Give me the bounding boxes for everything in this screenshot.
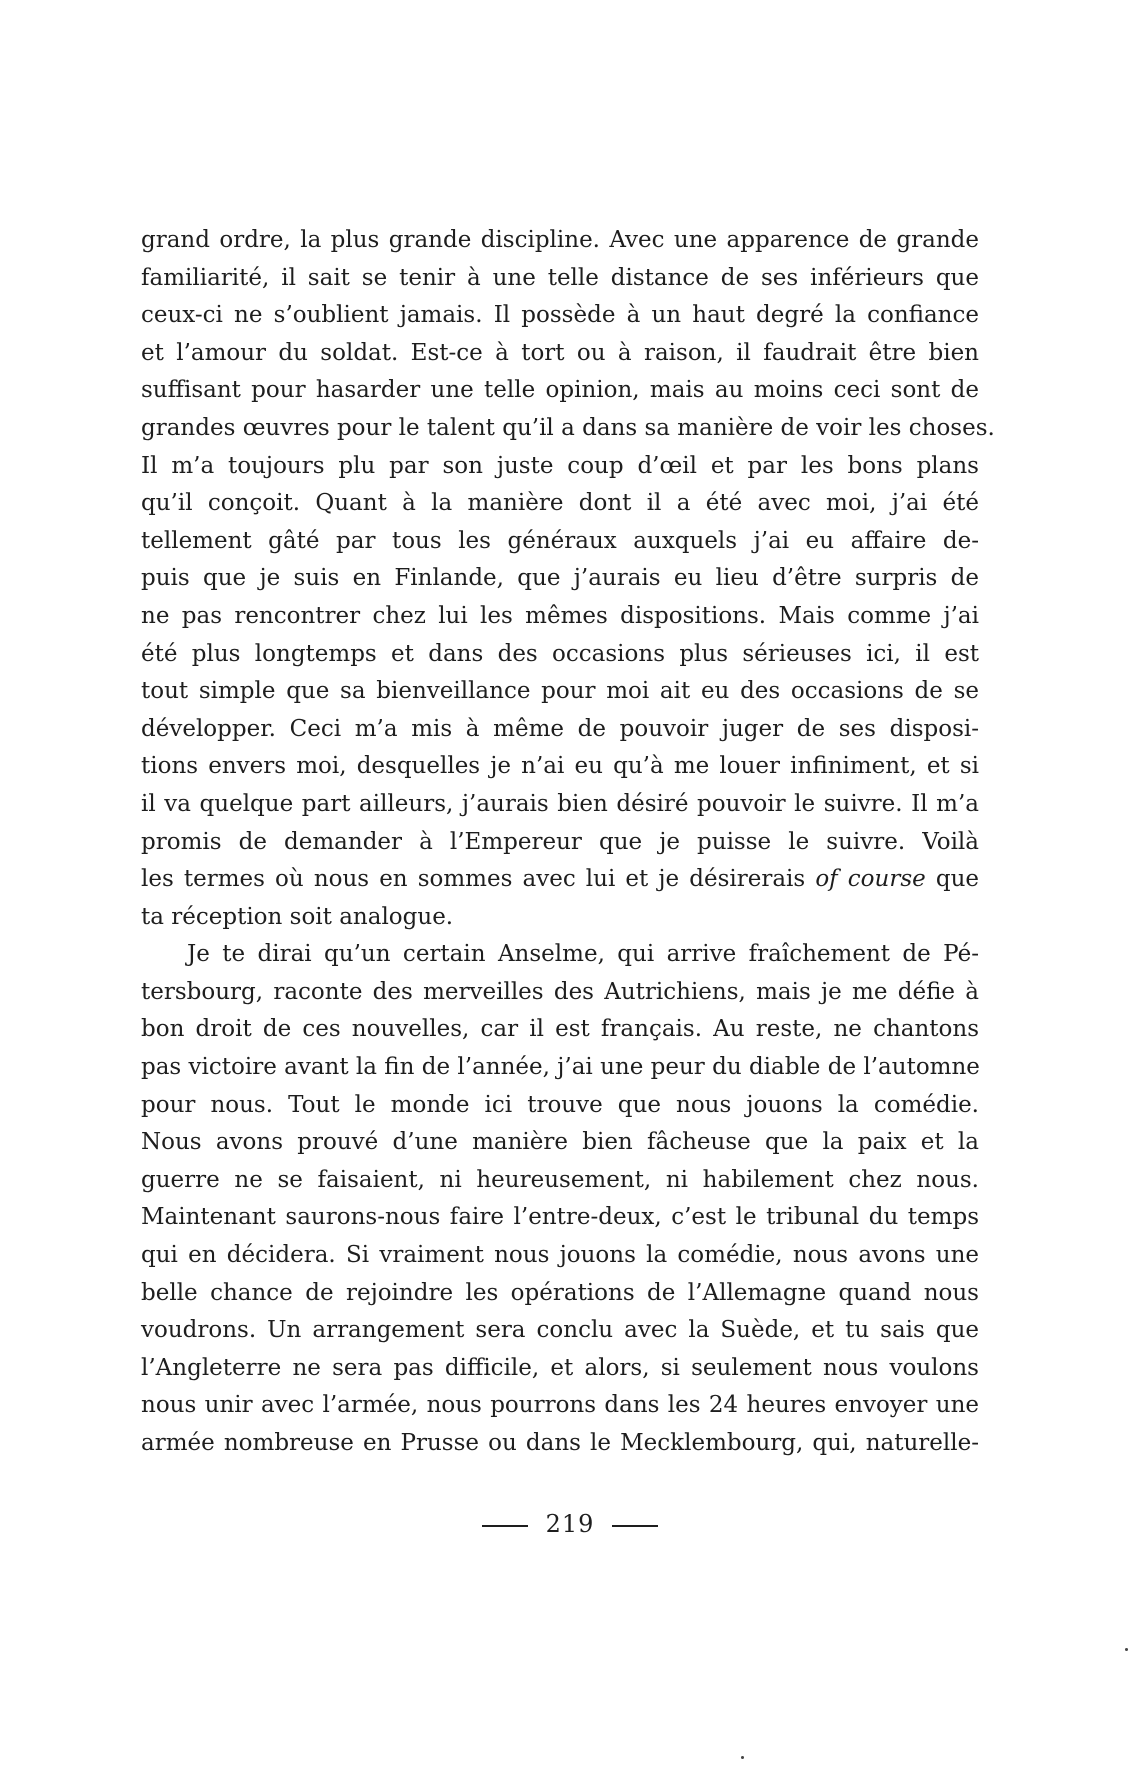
text-line-15: tions envers moi, desquelles je n’ai eu qu’à me louer infiniment, et si: [141, 753, 979, 780]
text-line-10: puis que je suis en Finlande, que j’aurais eu lieu d’être surpris de: [141, 565, 979, 592]
page-number-value: 219: [545, 1510, 595, 1538]
text-line-18: [141, 861, 979, 899]
text-line-18-end: que: [935, 866, 980, 893]
text-line-5: suffisant pour hasarder une telle opinion, mais au moins ceci sont de: [141, 377, 979, 404]
text-line-4: et l’amour du soldat. Est-ce à tort ou à raison, il faudrait être bien: [141, 339, 979, 366]
text-line-28: qui en décidera. Si vraiment nous jouons la comédie, nous avons une: [141, 1242, 979, 1269]
text-line-26: guerre ne se faisaient, ni heureusement, ni habilement chez nous.: [141, 1166, 979, 1193]
scan-speck: [1125, 1648, 1128, 1651]
text-line-17: promis de demander à l’Empereur que je puisse le suivre. Voilà: [141, 828, 979, 855]
text-line-20: Je te dirai qu’un certain Anselme, qui arrive fraîchement de Pé-: [187, 941, 979, 968]
text-line-7: Il m’a toujours plu par son juste coup d’œil et par les bons plans: [141, 452, 979, 479]
text-line-2: familiarité, il sait se tenir à une telle distance de ses inférieurs que: [141, 264, 979, 291]
text-line-25: Nous avons prouvé d’une manière bien fâcheuse que la paix et la: [141, 1129, 979, 1156]
text-line-18-start: les termes où nous en sommes avec lui et je désirerais: [141, 866, 806, 893]
text-line-11: ne pas rencontrer chez lui les mêmes dispositions. Mais comme j’ai: [141, 602, 979, 629]
scan-speck: [741, 1756, 744, 1759]
text-line-31: l’Angleterre ne sera pas difficile, et alors, si seulement nous voulons: [141, 1354, 979, 1381]
text-line-3: ceux-ci ne s’oublient jamais. Il possède à un haut degré la confiance: [141, 302, 979, 329]
text-line-30: voudrons. Un arrangement sera conclu avec la Suède, et tu sais que: [141, 1317, 979, 1344]
text-line-21: tersbourg, raconte des merveilles des Autrichiens, mais je me défie à: [141, 978, 979, 1005]
page-number-left-dash: [482, 1525, 528, 1527]
text-line-1: grand ordre, la plus grande discipline. Avec une apparence de grande: [141, 227, 979, 253]
text-line-22: bon droit de ces nouvelles, car il est français. Au reste, ne chantons: [141, 1016, 979, 1043]
text-line-14: développer. Ceci m’a mis à même de pouvoir juger de ses disposi-: [141, 715, 979, 742]
text-line-6: grandes œuvres pour le talent qu’il a dans sa manière de voir les choses.: [141, 414, 995, 441]
text-line-33: armée nombreuse en Prusse ou dans le Mecklembourg, qui, naturelle-: [141, 1430, 979, 1456]
text-line-12: été plus longtemps et dans des occasions plus sérieuses ici, il est: [141, 640, 979, 667]
text-line-16: il va quelque part ailleurs, j’aurais bien désiré pouvoir le suivre. Il m’a: [141, 790, 979, 817]
text-line-23: pas victoire avant la fin de l’année, j’ai une peur du diable de l’automne: [141, 1054, 980, 1081]
text-line-24: pour nous. Tout le monde ici trouve que nous jouons la comédie.: [141, 1091, 979, 1118]
italic-phrase: of course: [815, 866, 926, 893]
text-line-8: qu’il conçoit. Quant à la manière dont il a été avec moi, j’ai été: [141, 490, 979, 517]
page-number: [0, 1510, 1140, 1538]
text-line-32: nous unir avec l’armée, nous pourrons dans les 24 heures envoyer une: [141, 1392, 979, 1419]
text-line-27: Maintenant saurons-nous faire l’entre-deux, c’est le tribunal du temps: [141, 1204, 979, 1231]
text-line-13: tout simple que sa bienveillance pour moi ait eu des occasions de se: [141, 678, 979, 705]
text-line-9: tellement gâté par tous les généraux auxquels j’ai eu affaire de-: [141, 527, 979, 554]
text-line-19: ta réception soit analogue.: [141, 903, 454, 930]
body-text: [141, 222, 995, 1463]
page-number-right-dash: [612, 1525, 658, 1527]
text-line-29: belle chance de rejoindre les opérations de l’Allemagne quand nous: [141, 1279, 979, 1306]
